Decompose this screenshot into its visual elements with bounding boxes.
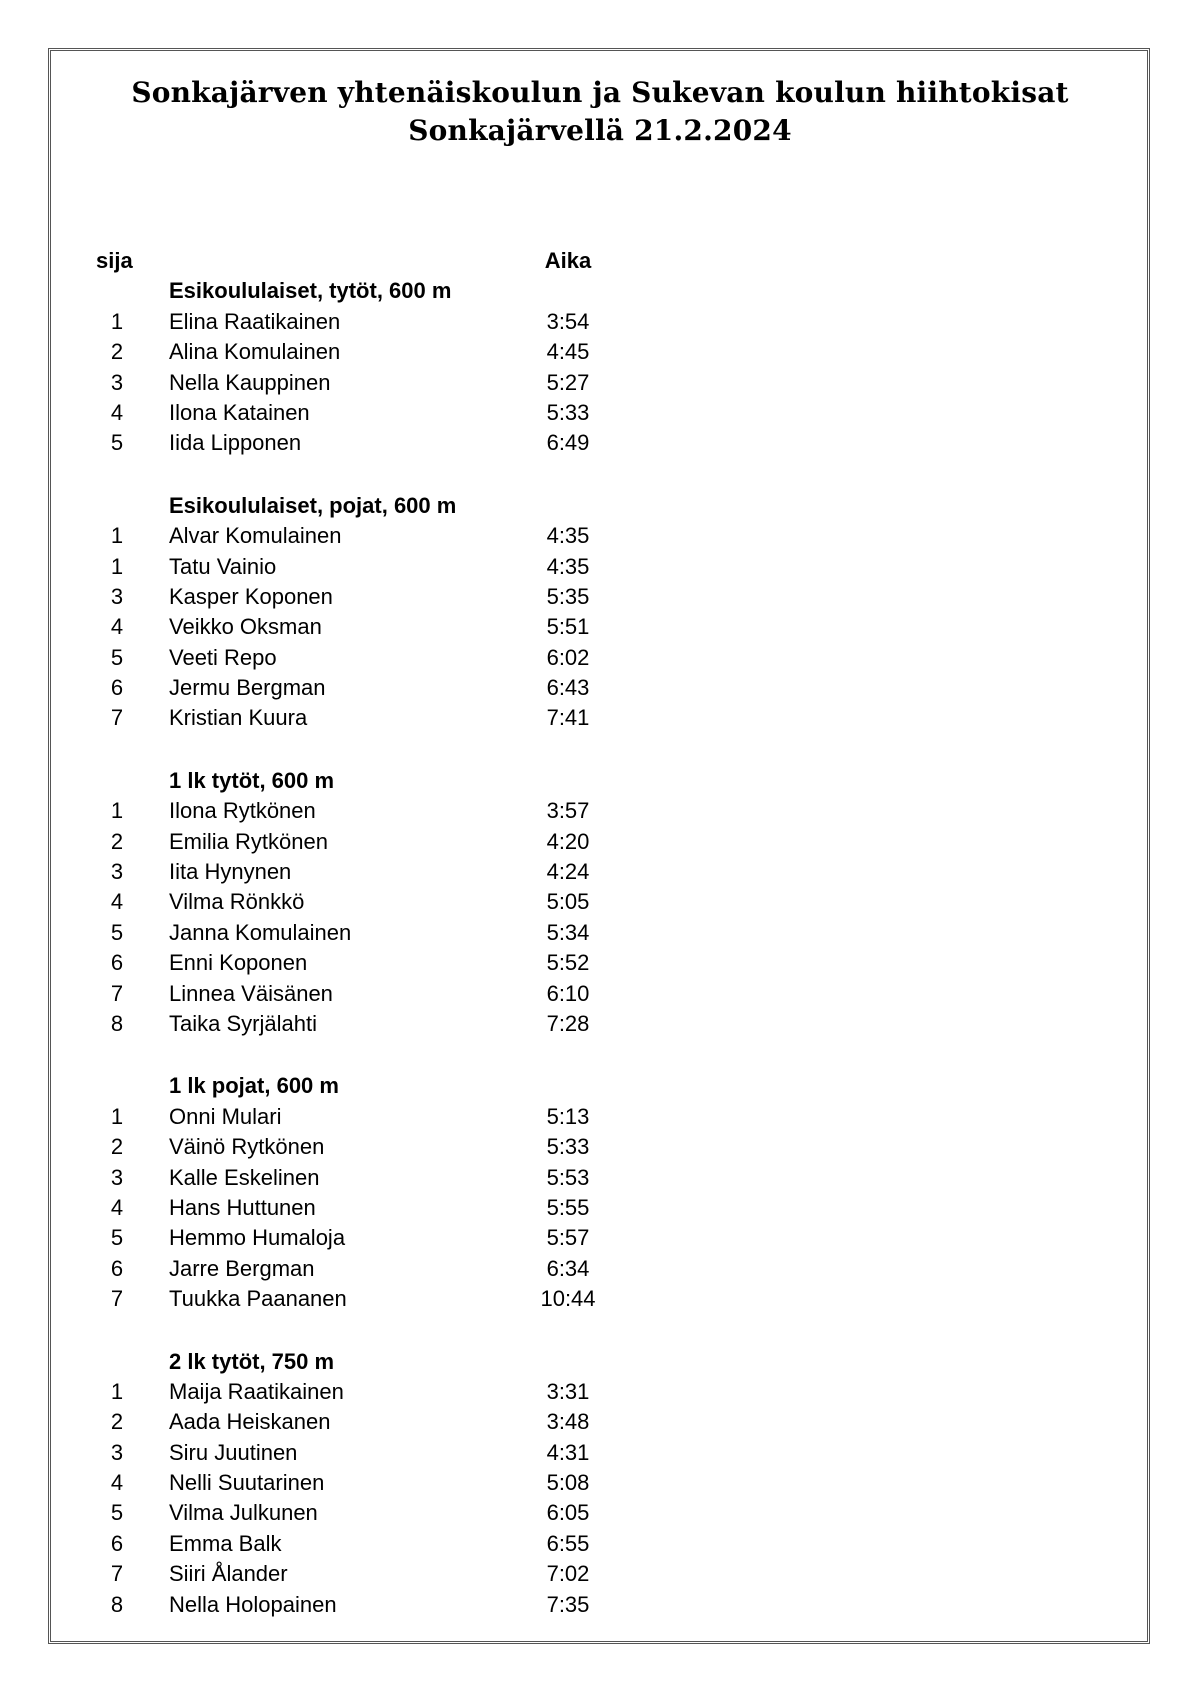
result-row: [0, 1407, 1200, 1437]
time-cell: 4:35: [546, 523, 590, 549]
time-cell: 3:48: [546, 1409, 590, 1435]
category-spacer: [0, 1315, 1200, 1347]
result-row: [0, 582, 1200, 612]
name-cell: Alina Komulainen: [169, 339, 341, 365]
time-cell: 6:05: [546, 1500, 590, 1526]
result-row: [0, 1284, 1200, 1314]
result-row: [0, 398, 1200, 428]
result-row: [0, 918, 1200, 948]
name-cell: Taika Syrjälahti: [169, 1010, 317, 1036]
category-title: Esikoululaiset, tytöt, 600 m: [169, 278, 452, 304]
time-cell: 5:51: [546, 614, 590, 640]
category-title: 1 lk pojat, 600 m: [169, 1073, 339, 1099]
result-row: [0, 1559, 1200, 1589]
rank-cell: 5: [110, 1225, 124, 1251]
title-line-1: Sonkajärven yhtenäiskoulun ja Sukevan koulun hiihtokisat: [131, 76, 1069, 109]
rank-cell: 1: [110, 553, 124, 579]
category-heading: [0, 491, 1200, 521]
category-heading: [0, 1347, 1200, 1377]
rank-cell: 1: [110, 798, 124, 824]
result-row: [0, 1377, 1200, 1407]
rank-cell: 7: [110, 705, 124, 731]
time-cell: 5:35: [546, 583, 590, 609]
rank-cell: 4: [110, 614, 124, 640]
time-cell: 4:20: [546, 828, 590, 854]
rank-cell: 4: [110, 399, 124, 425]
time-cell: 10:44: [540, 1286, 596, 1312]
name-cell: Tatu Vainio: [169, 553, 277, 579]
name-cell: Tuukka Paananen: [169, 1286, 347, 1312]
name-cell: Emilia Rytkönen: [169, 828, 328, 854]
name-cell: Vilma Julkunen: [169, 1500, 318, 1526]
time-cell: 6:43: [546, 675, 590, 701]
time-cell: 5:08: [546, 1470, 590, 1496]
rank-cell: 3: [110, 1164, 124, 1190]
rank-cell: 1: [110, 308, 124, 334]
time-cell: 5:33: [546, 399, 590, 425]
rank-cell: 5: [110, 1500, 124, 1526]
result-row: [0, 307, 1200, 337]
name-cell: Alvar Komulainen: [169, 523, 342, 549]
time-cell: 3:54: [546, 308, 590, 334]
result-row: [0, 887, 1200, 917]
rank-cell: 6: [110, 1255, 124, 1281]
result-row: [0, 643, 1200, 673]
rank-cell: 5: [110, 430, 124, 456]
category-spacer: [0, 1039, 1200, 1071]
time-cell: 7:02: [546, 1561, 590, 1587]
rank-cell: 7: [110, 980, 124, 1006]
time-cell: 6:10: [546, 980, 590, 1006]
name-cell: Aada Heiskanen: [169, 1409, 331, 1435]
rank-cell: 1: [110, 523, 124, 549]
name-cell: Maija Raatikainen: [169, 1378, 344, 1404]
result-row: [0, 1438, 1200, 1468]
category-heading: [0, 766, 1200, 796]
time-cell: 7:41: [546, 705, 590, 731]
rank-cell: 2: [110, 1409, 124, 1435]
result-row: [0, 428, 1200, 458]
category-title: 1 lk tytöt, 600 m: [169, 767, 335, 793]
name-cell: Hans Huttunen: [169, 1194, 316, 1220]
name-cell: Ilona Katainen: [169, 399, 310, 425]
results-table: [0, 246, 1200, 1620]
rank-column-header: sija: [96, 248, 133, 273]
result-row: [0, 1529, 1200, 1559]
rank-cell: 4: [110, 1194, 124, 1220]
result-row: [0, 827, 1200, 857]
time-cell: 3:31: [546, 1378, 590, 1404]
result-row: [0, 1223, 1200, 1253]
name-cell: Nelli Suutarinen: [169, 1470, 325, 1496]
rank-cell: 3: [110, 1439, 124, 1465]
category-title: Esikoululaiset, pojat, 600 m: [169, 492, 457, 518]
time-cell: 5:27: [546, 369, 590, 395]
name-cell: Siiri Ålander: [169, 1561, 288, 1587]
time-cell: 7:28: [546, 1010, 590, 1036]
rank-cell: 7: [110, 1286, 124, 1312]
rank-cell: 6: [110, 1530, 124, 1556]
rank-cell: 4: [110, 889, 124, 915]
name-cell: Hemmo Humaloja: [169, 1225, 346, 1251]
time-cell: 6:34: [546, 1255, 590, 1281]
time-cell: 6:49: [546, 430, 590, 456]
result-row: [0, 1254, 1200, 1284]
rank-cell: 7: [110, 1561, 124, 1587]
rank-cell: 1: [110, 1378, 124, 1404]
result-row: [0, 521, 1200, 551]
name-cell: Nella Holopainen: [169, 1591, 337, 1617]
name-cell: Siru Juutinen: [169, 1439, 298, 1465]
result-row: [0, 673, 1200, 703]
time-column-header: Aika: [544, 248, 592, 273]
time-cell: 5:57: [546, 1225, 590, 1251]
name-cell: Väinö Rytkönen: [169, 1134, 325, 1160]
result-row: [0, 1193, 1200, 1223]
rank-cell: 6: [110, 950, 124, 976]
category-title: 2 lk tytöt, 750 m: [169, 1348, 335, 1374]
result-row: [0, 1498, 1200, 1528]
name-cell: Ilona Rytkönen: [169, 798, 316, 824]
column-header-row: [0, 246, 1200, 276]
name-cell: Emma Balk: [169, 1530, 282, 1556]
time-cell: 4:31: [546, 1439, 590, 1465]
result-row: [0, 1590, 1200, 1620]
time-cell: 5:33: [546, 1134, 590, 1160]
rank-cell: 3: [110, 369, 124, 395]
document-title: [0, 74, 1200, 150]
name-cell: Janna Komulainen: [169, 919, 352, 945]
time-cell: 7:35: [546, 1591, 590, 1617]
rank-cell: 8: [110, 1010, 124, 1036]
result-row: [0, 1132, 1200, 1162]
rank-cell: 5: [110, 919, 124, 945]
rank-cell: 5: [110, 644, 124, 670]
name-cell: Jarre Bergman: [169, 1255, 315, 1281]
name-cell: Enni Koponen: [169, 950, 308, 976]
name-cell: Iida Lipponen: [169, 430, 302, 456]
category-heading: [0, 276, 1200, 306]
rank-cell: 3: [110, 859, 124, 885]
rank-cell: 6: [110, 675, 124, 701]
title-line-2: Sonkajärvellä 21.2.2024: [408, 114, 792, 147]
time-cell: 5:05: [546, 889, 590, 915]
category-spacer: [0, 734, 1200, 766]
categories-list: [0, 276, 1200, 1620]
time-cell: 6:55: [546, 1530, 590, 1556]
time-cell: 4:24: [546, 859, 590, 885]
name-cell: Elina Raatikainen: [169, 308, 341, 334]
time-cell: 3:57: [546, 798, 590, 824]
category-spacer: [0, 459, 1200, 491]
rank-cell: 8: [110, 1591, 124, 1617]
rank-cell: 2: [110, 828, 124, 854]
rank-cell: 2: [110, 339, 124, 365]
name-cell: Kalle Eskelinen: [169, 1164, 320, 1190]
name-cell: Onni Mulari: [169, 1103, 282, 1129]
result-row: [0, 703, 1200, 733]
time-cell: 5:52: [546, 950, 590, 976]
name-cell: Linnea Väisänen: [169, 980, 333, 1006]
result-row: [0, 612, 1200, 642]
time-cell: 5:13: [546, 1103, 590, 1129]
time-cell: 4:35: [546, 553, 590, 579]
rank-cell: 4: [110, 1470, 124, 1496]
result-row: [0, 552, 1200, 582]
result-row: [0, 368, 1200, 398]
time-cell: 5:34: [546, 919, 590, 945]
name-cell: Jermu Bergman: [169, 675, 326, 701]
rank-cell: 3: [110, 583, 124, 609]
name-cell: Vilma Rönkkö: [169, 889, 305, 915]
rank-cell: 1: [110, 1103, 124, 1129]
result-row: [0, 1163, 1200, 1193]
result-row: [0, 1468, 1200, 1498]
rank-cell: 2: [110, 1134, 124, 1160]
result-row: [0, 1009, 1200, 1039]
result-row: [0, 796, 1200, 826]
time-cell: 6:02: [546, 644, 590, 670]
time-cell: 5:55: [546, 1194, 590, 1220]
name-cell: Veeti Repo: [169, 644, 277, 670]
name-cell: Kristian Kuura: [169, 705, 308, 731]
name-cell: Nella Kauppinen: [169, 369, 331, 395]
result-row: [0, 1102, 1200, 1132]
result-row: [0, 857, 1200, 887]
time-cell: 4:45: [546, 339, 590, 365]
result-row: [0, 948, 1200, 978]
category-heading: [0, 1071, 1200, 1101]
name-cell: Veikko Oksman: [169, 614, 322, 640]
name-cell: Kasper Koponen: [169, 583, 333, 609]
time-cell: 5:53: [546, 1164, 590, 1190]
name-cell: Iita Hynynen: [169, 859, 292, 885]
result-row: [0, 337, 1200, 367]
result-row: [0, 979, 1200, 1009]
